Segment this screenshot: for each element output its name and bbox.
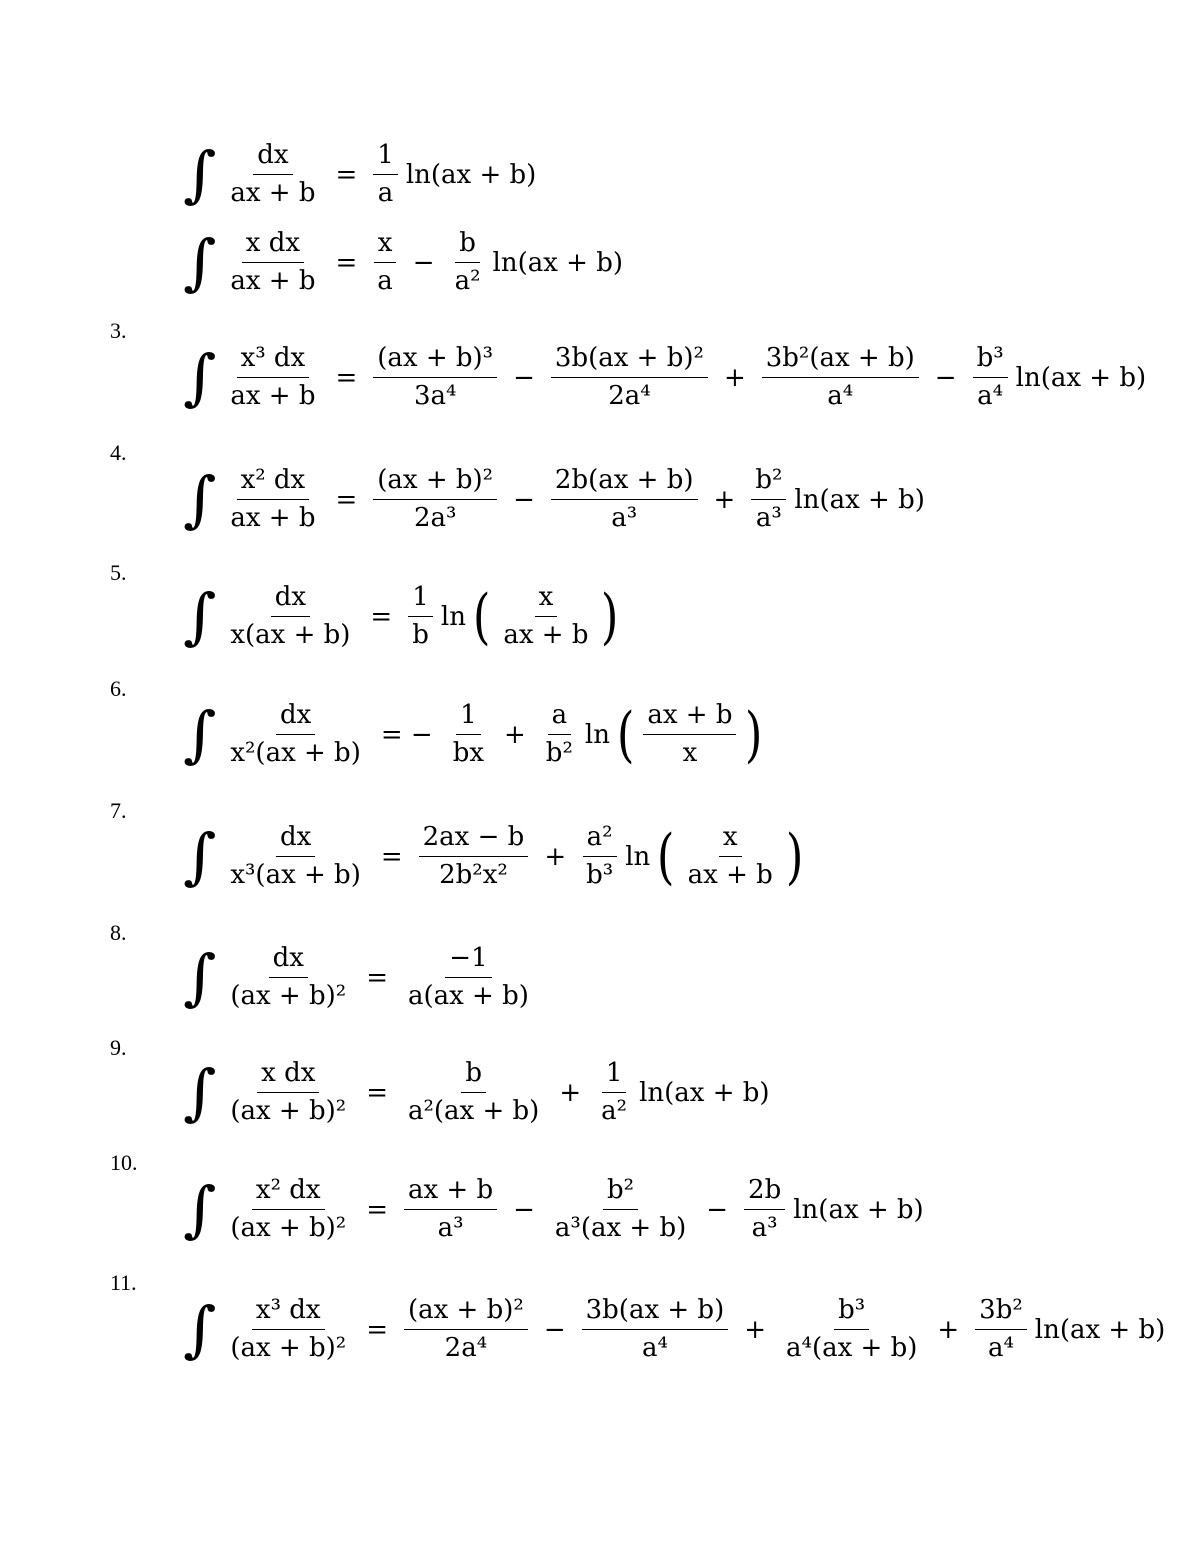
fraction-numerator: dx <box>276 700 315 735</box>
fraction-denominator: bx <box>452 738 484 769</box>
formula-number: 6. <box>110 676 127 701</box>
integrand-fraction <box>226 582 354 651</box>
log-expression: ln(ax + b) <box>794 484 925 515</box>
integral-sign: ∫ <box>183 1057 217 1128</box>
fraction-numerator: −1 <box>445 943 491 978</box>
fraction-denominator: (ax + b)² <box>230 1333 347 1364</box>
fraction-denominator: b³ <box>586 860 614 891</box>
fraction-numerator: a <box>548 700 572 735</box>
integrand-fraction <box>226 228 319 297</box>
log-function: ln <box>440 601 466 632</box>
integrand-fraction <box>226 700 365 769</box>
integral-sign: ∫ <box>183 464 217 535</box>
result-fraction <box>373 140 398 209</box>
log-argument-fraction <box>684 822 777 891</box>
fraction-denominator: a³ <box>437 1213 464 1244</box>
fraction-numerator: ax + b <box>404 1175 497 1210</box>
result-fraction <box>449 700 488 769</box>
fraction-denominator: ax + b <box>230 381 316 412</box>
fraction-denominator: ax + b <box>230 503 316 534</box>
fraction-denominator: x(ax + b) <box>230 620 351 651</box>
formula-number: 5. <box>110 560 127 585</box>
result-fraction <box>551 465 698 534</box>
fraction-denominator: 3a⁴ <box>413 381 457 412</box>
equals-sign: = <box>370 601 393 632</box>
fraction-numerator: 1 <box>408 582 433 617</box>
equals-sign: = <box>335 247 358 278</box>
fraction-denominator: x³(ax + b) <box>230 860 361 891</box>
fraction-denominator: 2b²x² <box>439 860 508 891</box>
formula-row <box>183 465 925 534</box>
integrand-fraction <box>226 1058 350 1127</box>
integrand-fraction <box>226 943 350 1012</box>
fraction-numerator: (ax + b)² <box>404 1295 528 1330</box>
equals-sign: = <box>380 841 403 872</box>
left-paren: ( <box>472 581 491 652</box>
fraction-numerator: 2b <box>744 1175 785 1210</box>
equals-sign: = <box>335 484 358 515</box>
right-paren: ) <box>745 699 763 770</box>
fraction-numerator: x² dx <box>237 465 310 500</box>
result-fraction <box>762 343 919 412</box>
fraction-denominator: (ax + b)² <box>230 981 347 1012</box>
fraction-denominator: a² <box>601 1096 628 1127</box>
fraction-denominator: (ax + b)² <box>230 1213 347 1244</box>
integral-sign: ∫ <box>183 699 217 770</box>
integrand-fraction <box>226 343 319 412</box>
integral-sign: ∫ <box>183 342 217 413</box>
fraction-numerator: a² <box>583 822 617 857</box>
fraction-denominator: 2a⁴ <box>444 1333 488 1364</box>
operator: − <box>513 362 535 393</box>
operator: − <box>513 1194 535 1225</box>
equals-sign: = <box>366 1314 388 1345</box>
formula-row <box>183 1295 1165 1364</box>
integrand-fraction <box>226 1175 350 1244</box>
fraction-numerator: x³ dx <box>237 343 310 378</box>
fraction-denominator: x <box>682 738 698 769</box>
fraction-numerator: (ax + b)² <box>373 465 497 500</box>
operator: − <box>412 247 435 278</box>
result-fraction <box>751 465 786 534</box>
operator: + <box>713 484 736 515</box>
operator: + <box>744 1314 767 1345</box>
result-fraction <box>373 343 497 412</box>
formula-row <box>183 1175 924 1244</box>
log-expression: ln(ax + b) <box>793 1194 924 1225</box>
fraction-numerator: dx <box>276 822 315 857</box>
result-fraction <box>582 822 617 891</box>
fraction-numerator: 1 <box>602 1058 627 1093</box>
fraction-numerator: b² <box>603 1175 638 1210</box>
fraction-denominator: a³(ax + b) <box>554 1213 687 1244</box>
result-fraction <box>373 228 397 297</box>
log-function: ln <box>584 719 610 750</box>
fraction-numerator: 3b(ax + b)² <box>551 343 708 378</box>
fraction-denominator: 2a⁴ <box>608 381 651 412</box>
fraction-numerator: x³ dx <box>252 1295 325 1330</box>
integral-sign: ∫ <box>183 1174 217 1245</box>
formula-row <box>183 1058 770 1127</box>
result-fraction <box>975 1295 1027 1364</box>
fraction-denominator: a⁴(ax + b) <box>786 1333 918 1364</box>
operator: − <box>934 362 957 393</box>
fraction-denominator: a²(ax + b) <box>407 1096 540 1127</box>
log-expression: ln(ax + b) <box>1034 1314 1166 1345</box>
fraction-numerator: x <box>719 822 742 857</box>
right-paren: ) <box>785 821 804 892</box>
equals-sign: = <box>366 962 388 993</box>
result-fraction <box>404 943 533 1012</box>
fraction-numerator: b² <box>751 465 786 500</box>
equals-sign: = <box>335 362 358 393</box>
result-fraction <box>404 1295 528 1364</box>
result-fraction <box>451 228 485 297</box>
fraction-numerator: b <box>461 1058 486 1093</box>
operator: + <box>723 362 746 393</box>
integrand-fraction <box>226 465 319 534</box>
fraction-denominator: a² <box>454 266 481 297</box>
fraction-denominator: ax + b <box>230 266 316 297</box>
fraction-numerator: dx <box>253 140 292 175</box>
fraction-numerator: 1 <box>456 700 481 735</box>
operator: + <box>544 841 567 872</box>
operator: + <box>504 719 526 750</box>
fraction-denominator: x²(ax + b) <box>230 738 361 769</box>
fraction-numerator: b <box>455 228 480 263</box>
operator: + <box>559 1077 582 1108</box>
fraction-denominator: a <box>377 266 393 297</box>
log-argument-fraction <box>499 582 592 651</box>
integral-sign: ∫ <box>183 942 217 1013</box>
formula-number: 3. <box>110 318 127 343</box>
left-paren: ( <box>657 821 675 892</box>
fraction-denominator: b² <box>545 738 573 769</box>
formula-row <box>183 228 623 297</box>
fraction-denominator: a⁴ <box>977 381 1004 412</box>
result-fraction <box>542 700 577 769</box>
integrand-fraction <box>226 822 365 891</box>
result-fraction <box>973 343 1008 412</box>
formula-row <box>183 140 536 209</box>
result-fraction <box>782 1295 921 1364</box>
fraction-numerator: dx <box>271 582 310 617</box>
fraction-numerator: 2ax − b <box>419 822 529 857</box>
result-fraction <box>582 1295 729 1364</box>
fraction-numerator: ax + b <box>643 700 736 735</box>
integrand-fraction <box>226 140 319 209</box>
fraction-numerator: x² dx <box>252 1175 325 1210</box>
result-fraction <box>404 1058 543 1127</box>
formula-row <box>183 582 622 651</box>
formula-row <box>183 343 1146 412</box>
formula-number: 11. <box>110 1270 137 1295</box>
left-paren: ( <box>616 699 635 770</box>
operator: − <box>513 484 535 515</box>
result-fraction <box>551 1175 690 1244</box>
equals-sign: = <box>335 159 358 190</box>
log-expression: ln(ax + b) <box>1015 362 1147 393</box>
formula-number: 9. <box>110 1035 127 1060</box>
operator: − <box>543 1314 566 1345</box>
result-fraction <box>373 465 497 534</box>
fraction-denominator: a⁴ <box>641 1333 668 1364</box>
fraction-numerator: 3b² <box>975 1295 1027 1330</box>
fraction-denominator: b <box>412 620 429 651</box>
fraction-denominator: a⁴ <box>827 381 854 412</box>
fraction-numerator: (ax + b)³ <box>373 343 497 378</box>
integral-sign: ∫ <box>183 139 217 210</box>
result-fraction <box>597 1058 631 1127</box>
fraction-denominator: ax + b <box>230 178 316 209</box>
fraction-denominator: 2a³ <box>413 503 457 534</box>
fraction-denominator: a⁴ <box>988 1333 1014 1364</box>
fraction-denominator: ax + b <box>687 860 773 891</box>
fraction-numerator: x dx <box>242 228 304 263</box>
integral-sign: ∫ <box>183 581 217 652</box>
result-fraction <box>408 582 433 651</box>
formula-number: 7. <box>110 798 127 823</box>
fraction-denominator: a³ <box>751 1213 778 1244</box>
fraction-numerator: x <box>374 228 397 263</box>
fraction-numerator: b³ <box>973 343 1008 378</box>
formula-row <box>183 700 766 769</box>
integrand-fraction <box>226 1295 350 1364</box>
fraction-denominator: a³ <box>755 503 782 534</box>
equals-sign: = − <box>380 719 433 750</box>
fraction-numerator: b³ <box>834 1295 869 1330</box>
fraction-denominator: a(ax + b) <box>407 981 529 1012</box>
fraction-numerator: 3b²(ax + b) <box>762 343 919 378</box>
log-function: ln <box>625 841 651 872</box>
formula-number: 8. <box>110 920 127 945</box>
fraction-numerator: x <box>535 582 558 617</box>
log-expression: ln(ax + b) <box>639 1077 770 1108</box>
right-paren: ) <box>601 581 619 652</box>
formula-number: 10. <box>110 1150 138 1175</box>
fraction-numerator: dx <box>269 943 308 978</box>
fraction-numerator: 2b(ax + b) <box>551 465 698 500</box>
result-fraction <box>404 1175 497 1244</box>
fraction-denominator: (ax + b)² <box>230 1096 347 1127</box>
fraction-denominator: a <box>377 178 394 209</box>
operator: − <box>706 1194 729 1225</box>
operator: + <box>937 1314 960 1345</box>
log-expression: ln(ax + b) <box>405 159 537 190</box>
equals-sign: = <box>366 1077 388 1108</box>
fraction-denominator: a³ <box>611 503 638 534</box>
fraction-numerator: 3b(ax + b) <box>582 1295 729 1330</box>
integral-sign: ∫ <box>183 227 217 298</box>
fraction-numerator: x dx <box>257 1058 319 1093</box>
integral-sign: ∫ <box>183 821 217 892</box>
fraction-denominator: ax + b <box>503 620 589 651</box>
result-fraction <box>551 343 708 412</box>
formula-row <box>183 822 806 891</box>
fraction-numerator: 1 <box>373 140 398 175</box>
integral-sign: ∫ <box>183 1294 217 1365</box>
log-argument-fraction <box>643 700 736 769</box>
log-expression: ln(ax + b) <box>492 247 623 278</box>
result-fraction <box>419 822 529 891</box>
formula-number: 4. <box>110 440 127 465</box>
result-fraction <box>744 1175 785 1244</box>
equals-sign: = <box>366 1194 388 1225</box>
formula-row <box>183 943 539 1012</box>
